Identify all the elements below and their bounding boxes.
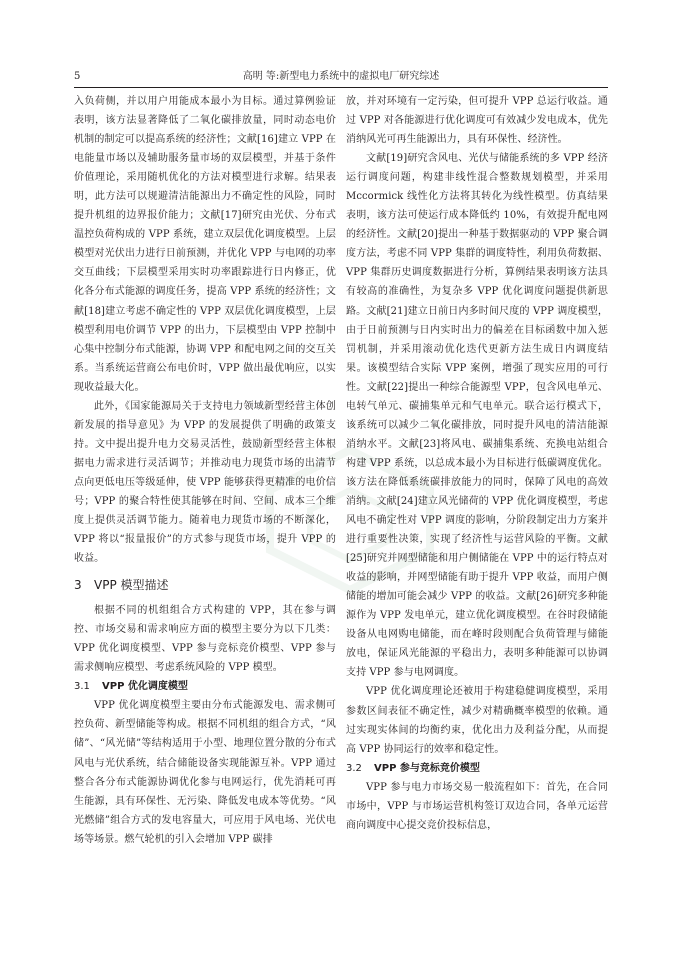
subsection-number: 3.1	[74, 681, 90, 693]
section-title: VPP 模型描述	[94, 578, 169, 593]
body-paragraph: 此外，《国家能源局关于支持电力领域新型经营主体创新发展的指导意见》为 VPP 的发展提供了明确的政策支持。文中提出提升电力交易灵活性，鼓励新型经营主体根据电力需求进行灵活调节；并推动电力现货市场的出清节点向更低电压等级延伸，使 VPP 能够获得更精准的电价信号；VPP 的聚合特性使其能够在时间、空间、成本三个维度上提供灵活调节能力。随着电力现货市场的不断深化，VPP 将以“报量报价”的方式参与现货市场，提升 VPP 的收益。	[74, 400, 336, 565]
body-paragraph: VPP 参与电力市场交易一般流程如下：首先，在合同市场中，VPP 与市场运营机构签订双边合同，各单元运营商向调度中心提交竞价投标信息，	[346, 781, 608, 831]
subsection-heading	[346, 759, 608, 778]
left-column	[74, 92, 336, 849]
page-number: 5	[74, 71, 81, 82]
right-column	[346, 92, 608, 835]
section-heading	[74, 575, 336, 595]
header-rule	[74, 87, 608, 88]
body-paragraph: 文献[19]研究含风电、光伏与储能系统的多 VPP 经济运行调度问题，构建非线性混合整数规划模型，并采用 Mccormick 线性化方法将其转化为线性模型。仿真结果表明，该方法可使运行成本降低约 10%，有效提升配电网的经济性。文献[20]提出一种基于数据驱动的 VPP 聚合调度方法，考虑不同 VPP 集群的调度特性，利用负荷数据、VPP 集群历史调度数据进行分析，算例结果表明该方法具有较高的准确性，为复杂多 VPP 优化调度问题提供新思路。文献[21]建立日前日内多时间尺度的 VPP 调度模型，由于日前预测与日内实时出力的偏差在目标函数中加入惩罚机制，并采用滚动优化迭代更新方法生成日内调度结果。该模型结合实际 VPP 案例，增强了现实应用的可行性。文献[22]提出一种综合能源型 VPP，包含风电单元、电转气单元、碳捕集单元和气电单元。联合运行模式下，该系统可以减少二氧化碳排放，同时提升风电的清洁能源消纳水平。文献[23]将风电、碳捕集系统、充换电站组合构建 VPP 系统，以总成本最小为目标进行低碳调度优化。该方法在降低系统碳排放能力的同时，保障了风电的高效消纳。文献[24]建立风光储荷的 VPP 优化调度模型，考虑风电不确定性对 VPP 调度的影响，分阶段制定出力方案并进行重要性决策，实现了经济性与运营风险的平衡。文献[25]研究并网型储能和用户侧储能在 VPP 中的运行特点对收益的影响，并网型储能有助于提升 VPP 收益，而用户侧储能的增加可能会减少 VPP 的收益。文献[26]研究多种能源作为 VPP 发电单元，建立优化调度模型。在谷时段储能设备从电网购电储能，而在峰时段则配合负荷管理与储能放电，保证风光能源的平稳出力，表明多种能源可以协调支持 VPP 参与电网调度。	[346, 153, 608, 679]
running-header	[74, 70, 608, 88]
body-paragraph: VPP 优化调度模型主要由分布式能源发电、需求侧可控负荷、新型储能等构成。根据不同机组的组合方式，“风储”、“风光储”等结构适用于小型、地理位置分散的分布式风电与光伏系统，结合储能设备实现能源互补。VPP 通过整合各分布式能源协调优化参与电网运行，优先消耗可再生能源，具有环保性、无污染、降低发电成本等优势。“风光燃储”组合方式的发电容量大，可应用于风电场、光伏电场等场景。燃气轮机的引入会增加 VPP 碳排	[74, 700, 336, 845]
subsection-heading	[74, 677, 336, 696]
body-paragraph: 放，并对环境有一定污染，但可提升 VPP 总运行收益。通过 VPP 对各能源进行优化调度可有效减少发电成本，优先消纳风光可再生能源出力，具有环保性、经济性。	[346, 96, 608, 146]
body-paragraph: 入负荷侧，并以用户用能成本最小为目标。通过算例验证表明，该方法显著降低了二氧化碳排放量，同时动态电价机制的制定可以提高系统的经济性；文献[16]建立 VPP 在电能量市场以及辅助服务量市场的双层模型，并基于条件价值理论，采用随机优化的方法对模型进行求解。结果表明，此方法可以规避清洁能源出力不确定性的风险，同时提升机组的边界报价能力；文献[17]研究由光伏、分布式温控负荷构成的 VPP 系统，建立双层优化调度模型。上层模型对光伏出力进行日前预测，并优化 VPP 与电网的功率交互曲线；下层模型采用实时功率跟踪进行日内修正，优化各分布式能源的调度任务，提高 VPP 系统的经济性；文献[18]建立考虑不确定性的 VPP 双层优化调度模型，上层模型利用电价调节 VPP 的出力，下层模型由 VPP 控制中心集中控制分布式能源，协调 VPP 和配电网之间的交互关系。当系统运营商公布电价时，VPP 做出最优响应，以实现收益最大化。	[74, 96, 336, 393]
body-paragraph: VPP 优化调度理论还被用于构建稳健调度模型，采用参数区间表征不确定性，减少对精确概率模型的依赖。通过实现实体间的均衡约束，优化出力及利益分配，从而提高 VPP 协同运行的效率和稳定性。	[346, 686, 608, 755]
running-title: 高明 等:新型电力系统中的虚拟电厂研究综述	[242, 71, 440, 82]
body-paragraph: 根据不同的机组组合方式构建的 VPP，其在参与调控、市场交易和需求响应方面的模型主要分为以下几类：VPP 优化调度模型、VPP 参与竞标竞价模型、VPP 参与需求侧响应模型、考虑系统风险的 VPP 模型。	[74, 605, 336, 674]
subsection-title: VPP 优化调度模型	[102, 681, 188, 693]
subsection-number: 3.2	[346, 762, 362, 774]
subsection-title: VPP 参与竞标竞价模型	[374, 762, 480, 774]
section-number: 3	[74, 578, 82, 593]
